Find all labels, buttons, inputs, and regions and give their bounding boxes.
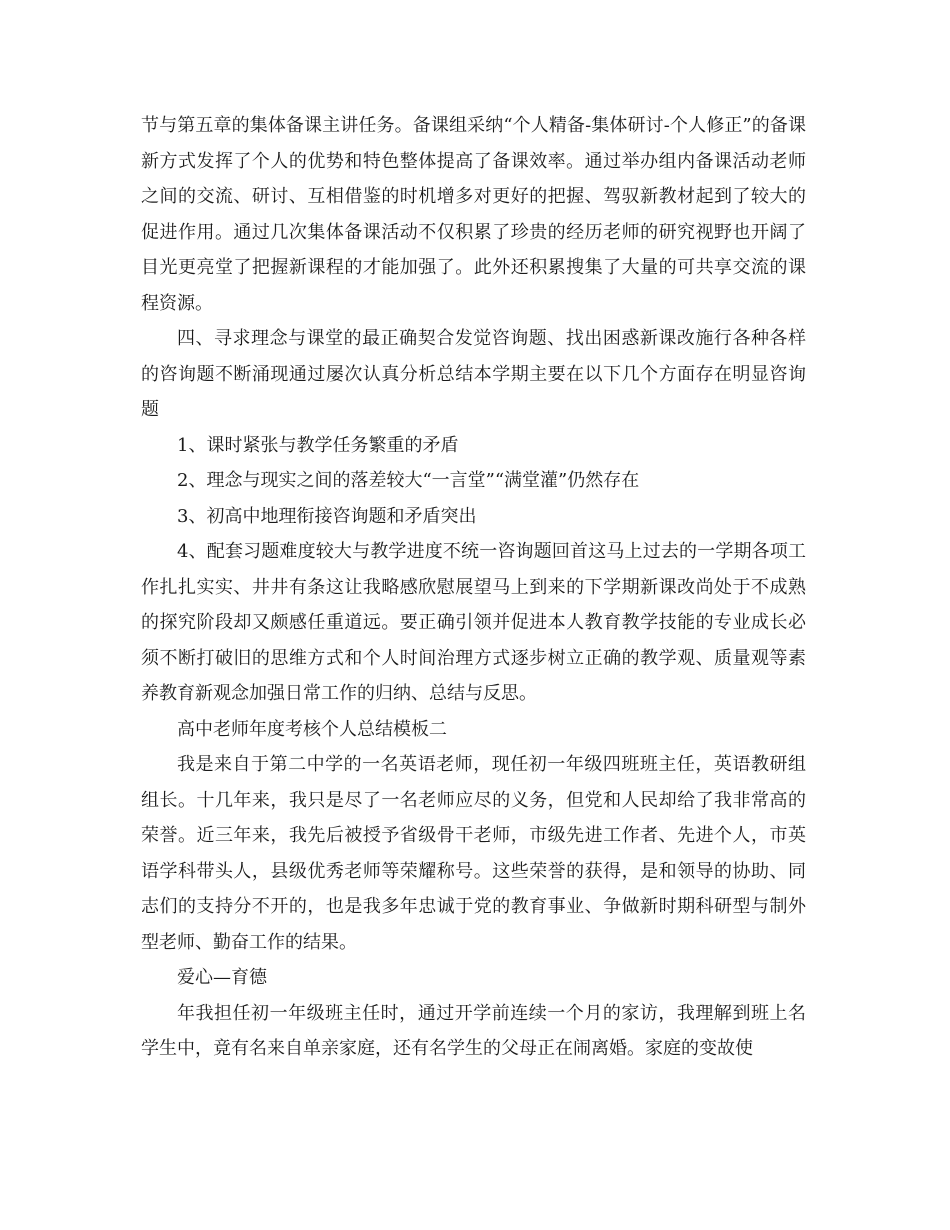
paragraph: 年我担任初一年级班主任时，通过开学前连续一个月的家访，我理解到班上名学生中，竟有名来自单亲家庭，还有名学生的父母正在闹离婚。家庭的变故使 xyxy=(141,1002,806,1059)
section-heading: 高中老师年度考核个人总结模板二 xyxy=(177,718,447,740)
list-item: 1、课时紧张与教学任务繁重的矛盾 xyxy=(177,434,459,456)
list-item: 4、配套习题难度较大与教学进度不统一咨询题回首这马上过去的一学期各项工作扎扎实实、井井有条这让我略感欣慰展望马上到来的下学期新课改尚处于不成熟的探究阶段却又颇感任重道远。要正确引领并促进本人教育教学技能的专业成长必须不断打破旧的思维方式和个人时间治理方式逐步树立正确的教学观、质量观等素养教育新观念加强日常工作的归纳、总结与反思。 xyxy=(141,541,806,704)
paragraph: 四、寻求理念与课堂的最正确契合发觉咨询题、找出困惑新课改施行各种各样的咨询题不断涌现通过屡次认真分析总结本学期主要在以下几个方面存在明显咨询题 xyxy=(141,328,806,420)
paragraph: 我是来自于第二中学的一名英语老师，现任初一年级四班班主任，英语教研组组长。十几年来，我只是尽了一名老师应尽的义务，但党和人民却给了我非常高的荣誉。近三年来，我先后被授予省级骨干老师，市级先进工作者、先进个人，市英语学科带头人，县级优秀老师等荣耀称号。这些荣誉的获得，是和领导的协助、同志们的支持分不开的，也是我多年忠诚于党的教育事业、争做新时期科研型与制外型老师、勤奋工作的结果。 xyxy=(141,754,806,953)
list-item: 3、初高中地理衔接咨询题和矛盾突出 xyxy=(177,505,477,527)
list-item: 2、理念与现实之间的落差较大“一言堂”“满堂灌”仍然存在 xyxy=(177,470,640,491)
document-body xyxy=(141,108,806,1067)
section-heading: 爱心—育德 xyxy=(177,967,267,988)
paragraph: 节与第五章的集体备课主讲任务。备课组采纳“个人精备-集体研讨-个人修正”的备课新方式发挥了个人的优势和特色整体提高了备课效率。通过举办组内备课活动老师之间的交流、研讨、互相借鉴的时机增多对更好的把握、驾驭新教材起到了较大的促进作用。通过几次集体备课活动不仅积累了珍贵的经历老师的研究视野也开阔了目光更亮堂了把握新课程的才能加强了。此外还积累搜集了大量的可共享交流的课程资源。 xyxy=(141,115,806,314)
